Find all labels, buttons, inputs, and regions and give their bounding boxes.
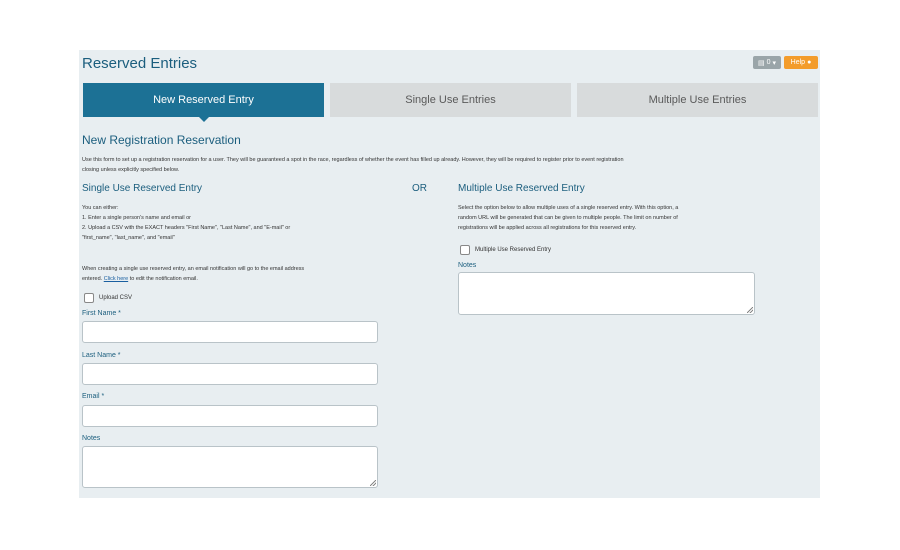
intro-line: Use this form to set up a registration reservation for a user. They will be guaranteed a spot in the race, regardless of whether the event has filled up already. However, they will be required to register prior to event registration [82, 157, 624, 163]
entry-count: 0 [766, 59, 771, 66]
notification-line: When creating a single use reserved entry, an email notification will go to the email address [82, 266, 305, 272]
edit-notification-link[interactable]: Click here [103, 276, 129, 282]
instruction-line: 1. Enter a single person's name and email or [82, 215, 191, 221]
multiple-notes-textarea[interactable] [458, 272, 755, 315]
help-button[interactable] [784, 56, 818, 69]
list-icon: ▤ [757, 59, 765, 67]
last-name-field[interactable] [82, 363, 378, 385]
email-label: Email * [82, 393, 105, 400]
tab-multiple-use-entries[interactable]: Multiple Use Entries [577, 83, 818, 117]
entry-count-dropdown[interactable] [753, 56, 781, 69]
instruction-line: "first_name", "last_name", and "email" [82, 235, 175, 241]
tab-new-reserved-entry[interactable]: New Reserved Entry [83, 83, 324, 117]
single-use-instructions [82, 203, 392, 243]
single-notes-textarea[interactable] [82, 446, 378, 488]
multiple-use-label: Multiple Use Reserved Entry [475, 247, 552, 253]
resize-handle[interactable] [370, 480, 376, 486]
upload-csv-row [84, 293, 132, 303]
tab-bar [83, 83, 818, 117]
instruction-line: 2. Upload a CSV with the EXACT headers "First Name", "Last Name", and "E-mail" or [82, 225, 291, 231]
or-separator: OR [412, 183, 427, 194]
instruction-line: You can either: [82, 205, 119, 211]
intro-line: closing unless explicitly specified below. [82, 167, 180, 173]
notification-pre: entered. [82, 276, 103, 282]
intro-text [82, 155, 812, 175]
resize-handle[interactable] [747, 307, 753, 313]
multiple-use-instructions [458, 203, 768, 233]
last-name-label: Last Name * [82, 352, 121, 359]
single-use-title: Single Use Reserved Entry [82, 183, 203, 194]
question-circle-icon: ● [807, 59, 812, 66]
upload-csv-label: Upload CSV [99, 295, 133, 301]
single-notes-label: Notes [82, 435, 101, 442]
multiple-use-checkbox[interactable] [460, 245, 470, 255]
notification-text [82, 264, 392, 284]
page-title: Reserved Entries [82, 55, 198, 72]
instruction-line: random URL will be generated that can be given to multiple people. The limit on number of [458, 215, 678, 221]
top-controls [753, 56, 818, 69]
first-name-label: First Name * [82, 310, 121, 317]
notification-line-2 [82, 274, 392, 284]
tab-single-use-entries[interactable]: Single Use Entries [330, 83, 571, 117]
upload-csv-checkbox[interactable] [84, 293, 94, 303]
notification-post: to edit the notification email. [129, 276, 198, 282]
instruction-line: registrations will be applied across all registrations for this reserved entry. [458, 225, 637, 231]
first-name-field[interactable] [82, 321, 378, 343]
email-field[interactable] [82, 405, 378, 427]
multiple-use-title: Multiple Use Reserved Entry [458, 183, 585, 194]
instruction-line: Select the option below to allow multiple uses of a single reserved entry. With this option, a [458, 205, 679, 211]
multiple-use-row [460, 245, 551, 255]
multiple-notes-label: Notes [458, 262, 477, 269]
chevron-down-icon: ▾ [772, 59, 777, 67]
help-label: Help [790, 59, 806, 66]
section-title: New Registration Reservation [82, 133, 241, 147]
